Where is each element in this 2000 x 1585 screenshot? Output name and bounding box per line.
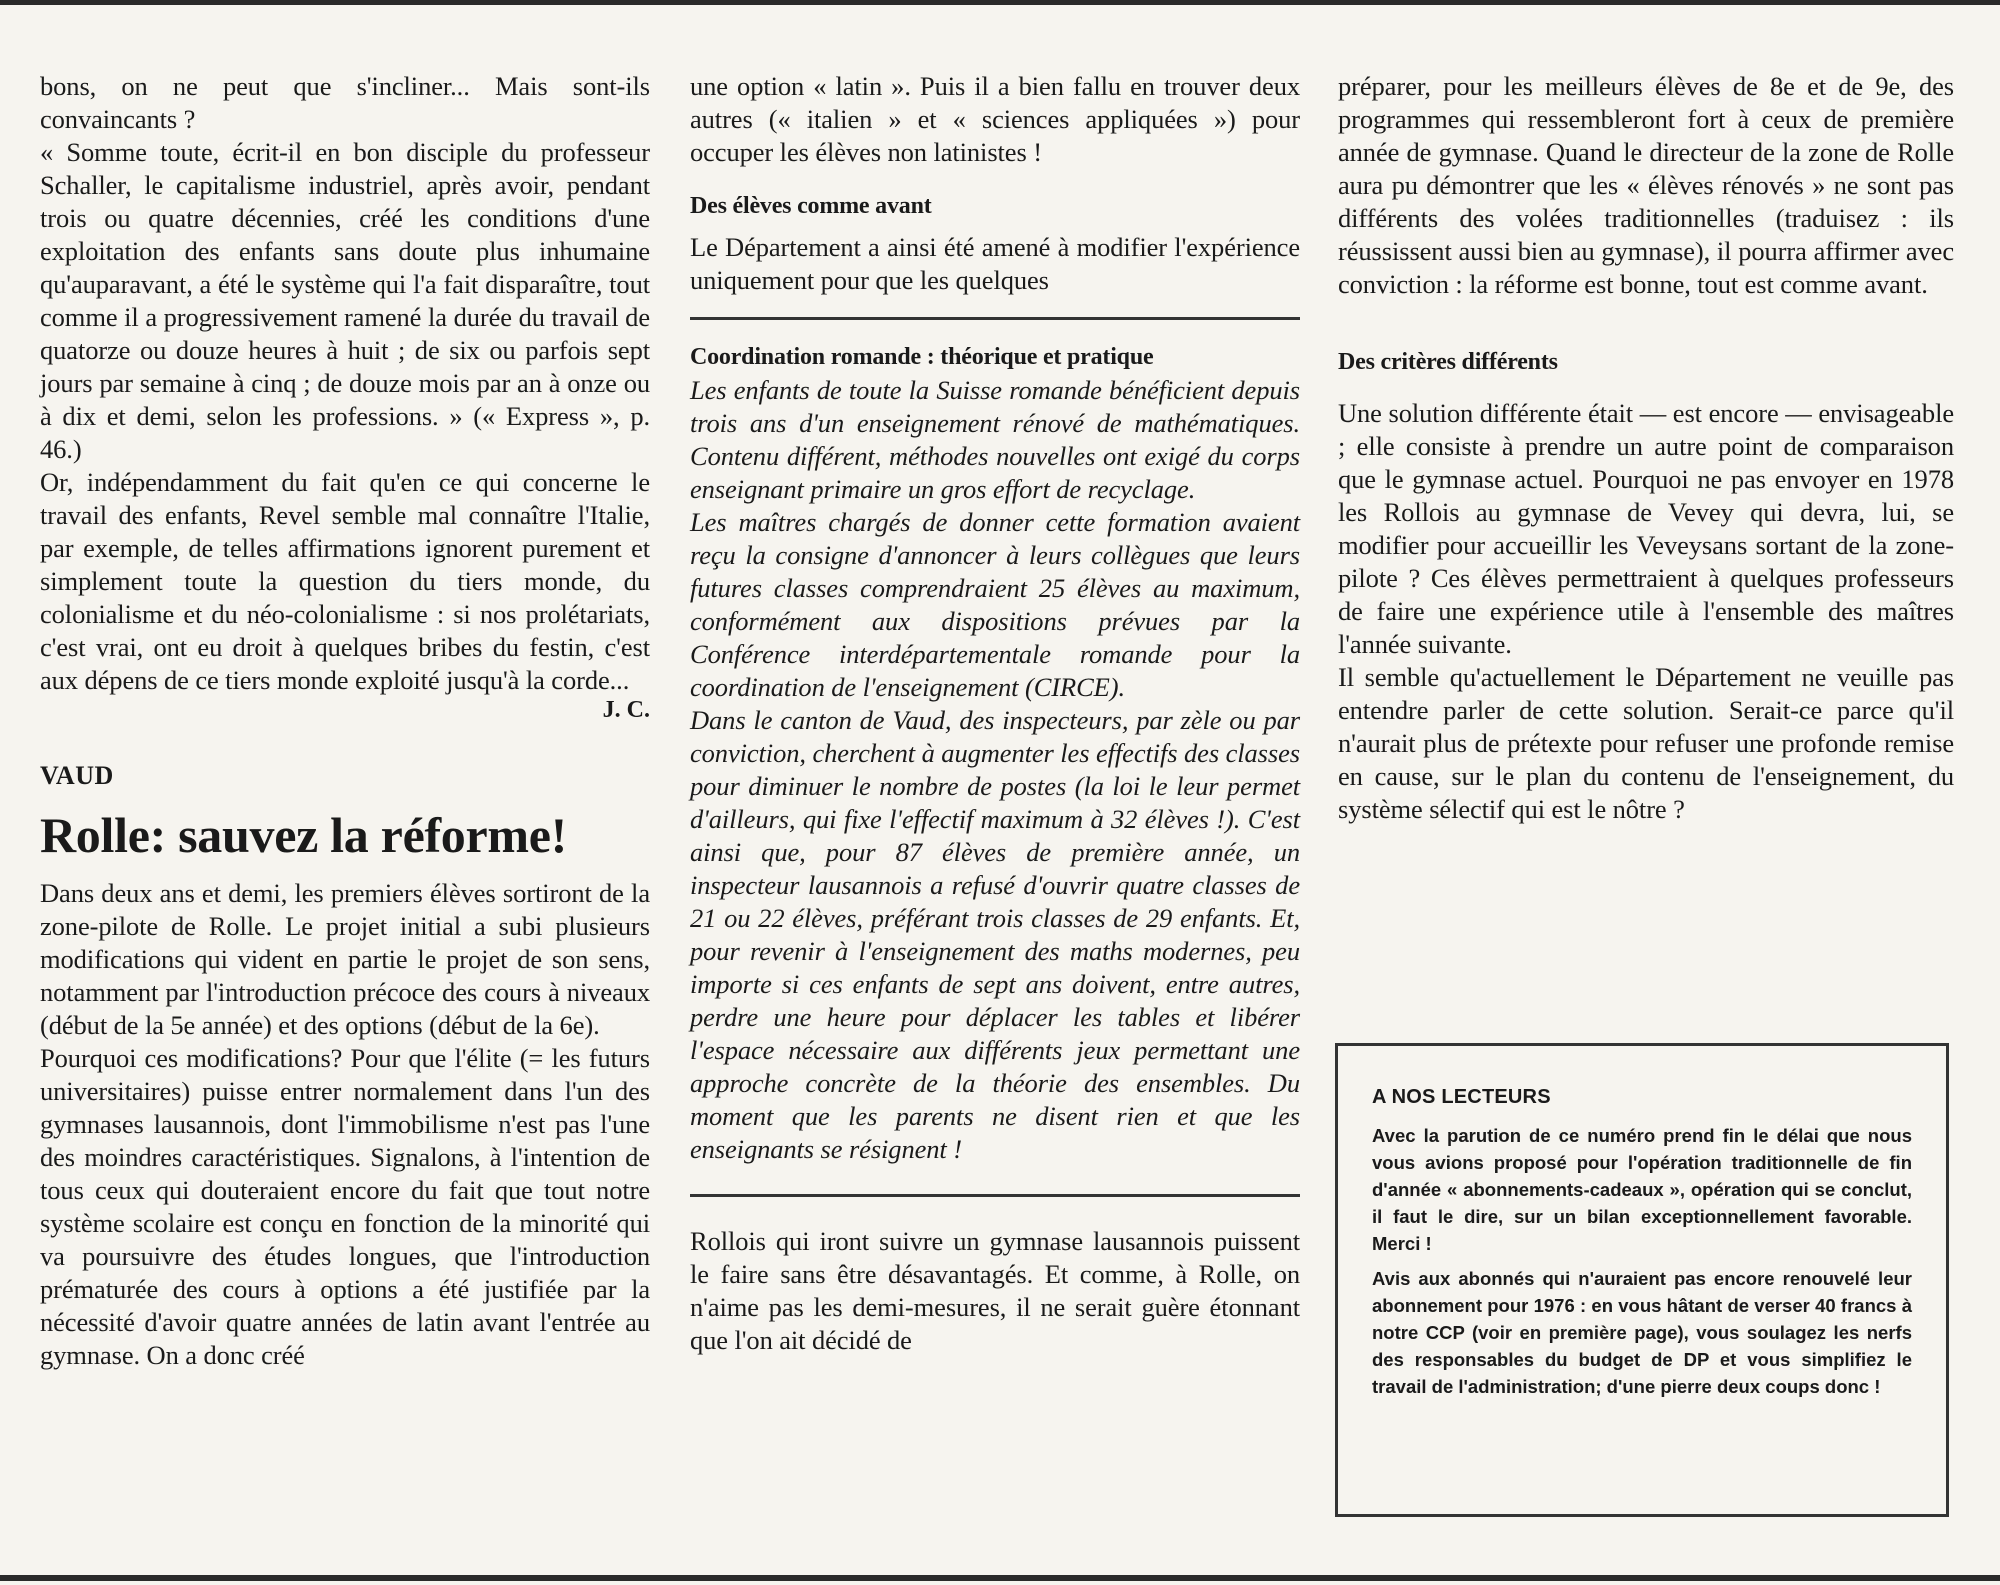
column-3 bbox=[1338, 70, 1954, 826]
column-2 bbox=[690, 70, 1300, 1357]
sidebar-paragraph: Les maîtres chargés de donner cette formation avaient reçu la consigne d'annoncer à leurs collègues que leurs futures classes comprendraient 25 élèves au maximum, conformément aux dispositions prévues par la Conférence interdépartementale romande pour la coordination de l'enseignement (CIRCE). bbox=[690, 507, 1300, 702]
notice-title: A NOS LECTEURS bbox=[1372, 1086, 1551, 1108]
author-signature: J. C. bbox=[602, 697, 650, 723]
article-paragraph: Une solution différente était — est encore — envisageable ; elle consiste à prendre un autre point de comparaison que le gymnase actuel. Pourquoi ne pas envoyer en 1978 les Rollois au gymnase de Vevey qui devra, lui, se modifier pour accueillir les Veveysans sortant de la zone-pilote ? Ces élèves permettraient à quelques professeurs de faire une expérience utile à l'ensemble des maîtres l'année suivante. bbox=[1338, 398, 1954, 659]
article-paragraph: une option « latin ». Puis il a bien fallu en trouver deux autres (« italien » et « sciences appliquées ») pour occuper les élèves non latinistes ! bbox=[690, 71, 1300, 167]
page-top-rule bbox=[0, 0, 2000, 5]
sidebar-paragraph: Dans le canton de Vaud, des inspecteurs, par zèle ou par conviction, cherchent à augmenter les effectifs des classes pour diminuer le nombre de postes (la loi le leur permet d'ailleurs, qui fixe l'effectif maximum à 32 élèves !). C'est ainsi que, pour 87 élèves de première année, un inspecteur lausannois a refusé d'ouvrir quatre classes de 21 ou 22 élèves, préférant trois classes de 29 enfants. Et, pour revenir à l'enseignement des maths modernes, peu importe si ces enfants de sept ans doivent, entre autres, perdre une heure pour déplacer les tables et libérer l'espace nécessaire aux différents jeux permettant une approche concrète de la théorie des ensembles. Du moment que les parents ne disent rien et que les enseignants se résignent ! bbox=[690, 705, 1300, 1164]
column-1 bbox=[40, 70, 650, 1372]
section-kicker: VAUD bbox=[40, 761, 114, 790]
article-paragraph: « Somme toute, écrit-il en bon disciple du professeur Schaller, le capitalisme industriel, après avoir, pendant trois ou quatre décennies, créé les conditions d'une exploitation des enfants sans doute plus inhumaine qu'auparavant, a été le système qui l'a fait disparaître, tout comme il a progressivement ramené la durée du travail de quatorze ou douze heures à huit ; de six ou parfois sept jours par semaine à cinq ; de douze mois par an à onze ou à dix et demi, selon les professions. » (« Express », p. 46.) bbox=[40, 137, 650, 464]
article-paragraph: Dans deux ans et demi, les premiers élèves sortiront de la zone-pilote de Rolle. Le projet initial a subi plusieurs modifications qui vident en partie le projet de son sens, notamment par l'introduction précoce des cours à niveaux (début de la 5e année) et des options (début de la 6e). bbox=[40, 878, 650, 1040]
article-paragraph: Le Département a ainsi été amené à modifier l'expérience uniquement pour que les quelques bbox=[690, 232, 1300, 295]
article-paragraph: Pourquoi ces modifications? Pour que l'élite (= les futurs universitaires) puisse entrer normalement dans l'un des gymnases lausannois, dont l'immobilisme n'est pas l'une des moindres caractéristiques. Signalons, à l'intention de tous ceux qui douteraient encore du fait que tout notre système scolaire est conçu en fonction de la minorité qui va poursuivre des études longues, que l'introduction prématurée des cours à options a été justifiée par la nécessité d'avoir quatre années de latin avant l'entrée au gymnase. On a donc créé bbox=[40, 1043, 650, 1370]
subheading: Des critères différents bbox=[1338, 349, 1558, 375]
sidebar-heading: Coordination romande : théorique et pratique bbox=[690, 344, 1154, 370]
notice-paragraph: Avis aux abonnés qui n'auraient pas encore renouvelé leur abonnement pour 1976 : en vous hâtant de verser 40 francs à notre CCP (voir en première page), vous soulagez les nerfs des responsables du budget de DP et vous simplifiez le travail de l'administration; d'une pierre deux coups donc ! bbox=[1372, 1268, 1912, 1397]
readers-notice-box bbox=[1335, 1043, 1949, 1517]
article-paragraph: préparer, pour les meilleurs élèves de 8e et de 9e, des programmes qui ressembleront fort à ceux de première année de gymnase. Quand le directeur de la zone de Rolle aura pu démontrer que les « élèves rénovés » ne sont pas différents des volées traditionnelles (traduisez : ils réussissent aussi bien au gymnase), il pourra affirmer avec conviction : la réforme est bonne, tout est comme avant. bbox=[1338, 71, 1954, 299]
article-paragraph: Rollois qui iront suivre un gymnase lausannois puissent le faire sans être désavantagés. Et comme, à Rolle, on n'aime pas les demi-mesures, il ne serait guère étonnant que l'on ait décidé de bbox=[690, 1226, 1300, 1355]
sidebar-paragraph: Les enfants de toute la Suisse romande bénéficient depuis trois ans d'un enseignement rénové de mathématiques. Contenu différent, méthodes nouvelles ont exigé du corps enseignant primaire un gros effort de recyclage. bbox=[690, 375, 1300, 504]
article-paragraph: bons, on ne peut que s'incliner... Mais sont-ils convaincants ? bbox=[40, 71, 650, 134]
article-paragraph: Or, indépendamment du fait qu'en ce qui concerne le travail des enfants, Revel semble mal connaître l'Italie, par exemple, de telles affirmations ignorent purement et simplement toute la question du tiers monde, du colonialisme et du néo-colonialisme : si nos prolétariats, c'est vrai, ont eu droit à quelques bribes du festin, c'est aux dépens de ce tiers monde exploité jusqu'à la corde... bbox=[40, 467, 650, 695]
notice-paragraph: Avec la parution de ce numéro prend fin le délai que nous vous avions proposé pour l'opération traditionnelle de fin d'année « abonnements-cadeaux », opération qui se conclut, il faut le dire, sur un bilan exceptionnellement favorable. Merci ! bbox=[1372, 1125, 1912, 1254]
article-paragraph: Il semble qu'actuellement le Département ne veuille pas entendre parler de cette solution. Serait-ce parce qu'il n'aurait plus de prétexte pour refuser une profonde remise en cause, sur le plan du contenu de l'enseignement, du système sélectif qui est le nôtre ? bbox=[1338, 662, 1954, 824]
article-headline: Rolle: sauvez la réforme! bbox=[40, 807, 567, 863]
page-bottom-rule bbox=[0, 1575, 2000, 1581]
subheading: Des élèves comme avant bbox=[690, 193, 932, 219]
